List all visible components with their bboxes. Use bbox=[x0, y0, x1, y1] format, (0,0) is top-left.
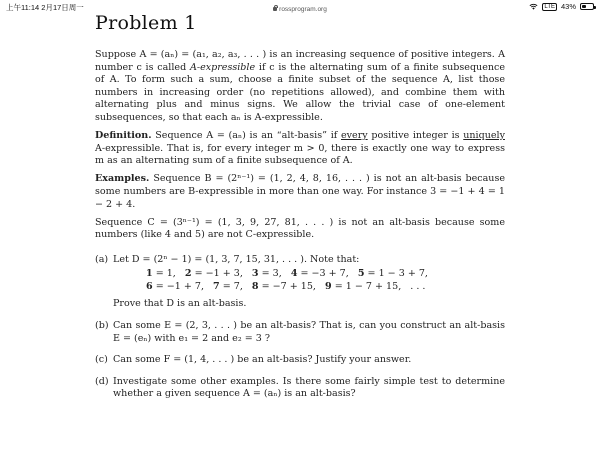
part-b bbox=[95, 320, 505, 345]
expansion-item: 2 = −1 + 3, bbox=[184, 268, 243, 280]
status-indicators bbox=[529, 2, 594, 11]
examples-paragraph bbox=[95, 173, 505, 211]
problem-body bbox=[95, 49, 505, 410]
expansion-row-2 bbox=[146, 280, 505, 293]
intro-text-3: if c is the alternating sum of a finite subsequence bbox=[258, 61, 505, 73]
definition-text-1: Sequence A = (aₙ) is an “alt-basis” if bbox=[155, 130, 338, 142]
intro-text-2: A number c is called bbox=[95, 49, 506, 73]
expansion-item: 7 = 7, bbox=[213, 281, 243, 293]
part-a-prove: Prove that D is an alt-basis. bbox=[113, 298, 247, 310]
underlined-uniquely: uniquely bbox=[463, 130, 505, 142]
part-d-text: Investigate some other examples. Is there some fairly simple test to determine whether a given sequence A = (aₙ) is an alt-basis? bbox=[113, 375, 505, 400]
expansion-item: 1 = 1, bbox=[146, 268, 176, 280]
lock-icon bbox=[273, 7, 277, 11]
part-a-label: (a) bbox=[95, 253, 109, 265]
example-c-paragraph bbox=[95, 217, 505, 242]
expansion-item: . . . bbox=[410, 281, 426, 293]
battery-fill bbox=[582, 5, 586, 8]
wifi-icon bbox=[529, 3, 538, 10]
problem-parts bbox=[95, 254, 505, 401]
intro-text-4: of A. To form such a sum, choose a finite subset of the sequence A, list those numbers in increasing order (no repetitions allowed), and combine them with alternating plus and minus signs. We allow the trivial case of one-element subsequences, so that each aₙ is A-expressible. bbox=[95, 74, 505, 123]
underlined-every: every bbox=[341, 130, 368, 142]
definition-paragraph bbox=[95, 130, 505, 168]
lte-icon: LTE bbox=[544, 3, 555, 10]
part-d bbox=[95, 376, 505, 401]
example-b-text: Sequence B = (2ⁿ⁻¹) = (1, 2, 4, 8, 16, . . . ) is not an alt-basis because some numbers are B-expressible in more than one way. For instance 3 = −1 + 4 = 1 − 2 + 4. bbox=[95, 173, 505, 210]
address-bar[interactable] bbox=[0, 6, 600, 13]
part-c-text: Can some F = (1, 4, . . . ) be an alt-basis? Justify your answer. bbox=[113, 354, 412, 366]
expansion-item: 8 = −7 + 15, bbox=[251, 281, 316, 293]
example-c-text: Sequence C = (3ⁿ⁻¹) = (1, 3, 9, 27, 81, . . . ) is not an alt-basis because some numbers (like 4 and 5) are not C-expressible. bbox=[95, 216, 505, 241]
part-a-intro: Let D = (2ⁿ − 1) = (1, 3, 7, 15, 31, . . . ). Note that: bbox=[113, 253, 360, 265]
document-view[interactable] bbox=[0, 14, 600, 450]
expansion-item: 4 = −3 + 7, bbox=[290, 268, 349, 280]
expansion-item: 6 = −1 + 7, bbox=[146, 281, 204, 293]
expansion-item: 9 = 1 − 7 + 15, bbox=[325, 281, 402, 293]
part-d-label: (d) bbox=[95, 375, 109, 387]
expansion-row-1 bbox=[146, 267, 505, 280]
intro-paragraph bbox=[95, 49, 505, 125]
part-a-body bbox=[113, 254, 505, 311]
intro-text-1: Suppose A = (aₙ) = (a₁, a₂, a₃, . . . ) is an increasing sequence of positive integers. bbox=[95, 49, 495, 60]
expansion-item: 3 = 3, bbox=[251, 268, 282, 280]
definition-text-2: positive integer is bbox=[371, 130, 460, 142]
expansion-item: 5 = 1 − 3 + 7, bbox=[357, 268, 428, 280]
problem-title: Problem 1 bbox=[95, 14, 197, 34]
part-b-text: Can some E = (2, 3, . . . ) be an alt-basis? That is, can you construct an alt-basis E = (eₙ) with e₁ = 2 and e₂ = 3 ? bbox=[113, 320, 505, 344]
status-time: 上午11:14 2月17日周一 bbox=[6, 3, 84, 12]
examples-label: Examples. bbox=[95, 173, 150, 185]
part-b-label: (b) bbox=[95, 320, 109, 331]
part-c bbox=[95, 354, 505, 367]
battery-percent: 43% bbox=[560, 2, 576, 11]
battery-icon bbox=[580, 3, 594, 10]
definition-text-3: A-expressible. That is, for every integer m > 0, there is exactly one way to express m as an alternating sum of a finite subsequence of A. bbox=[95, 142, 505, 167]
status-bar bbox=[0, 0, 600, 14]
domain-label: rossprogram.org bbox=[279, 6, 327, 13]
term-a-expressible: A-expressible bbox=[189, 61, 256, 73]
part-c-label: (c) bbox=[95, 354, 108, 366]
expansion-table bbox=[113, 267, 505, 293]
definition-label: Definition. bbox=[95, 130, 152, 142]
part-a bbox=[95, 254, 505, 311]
